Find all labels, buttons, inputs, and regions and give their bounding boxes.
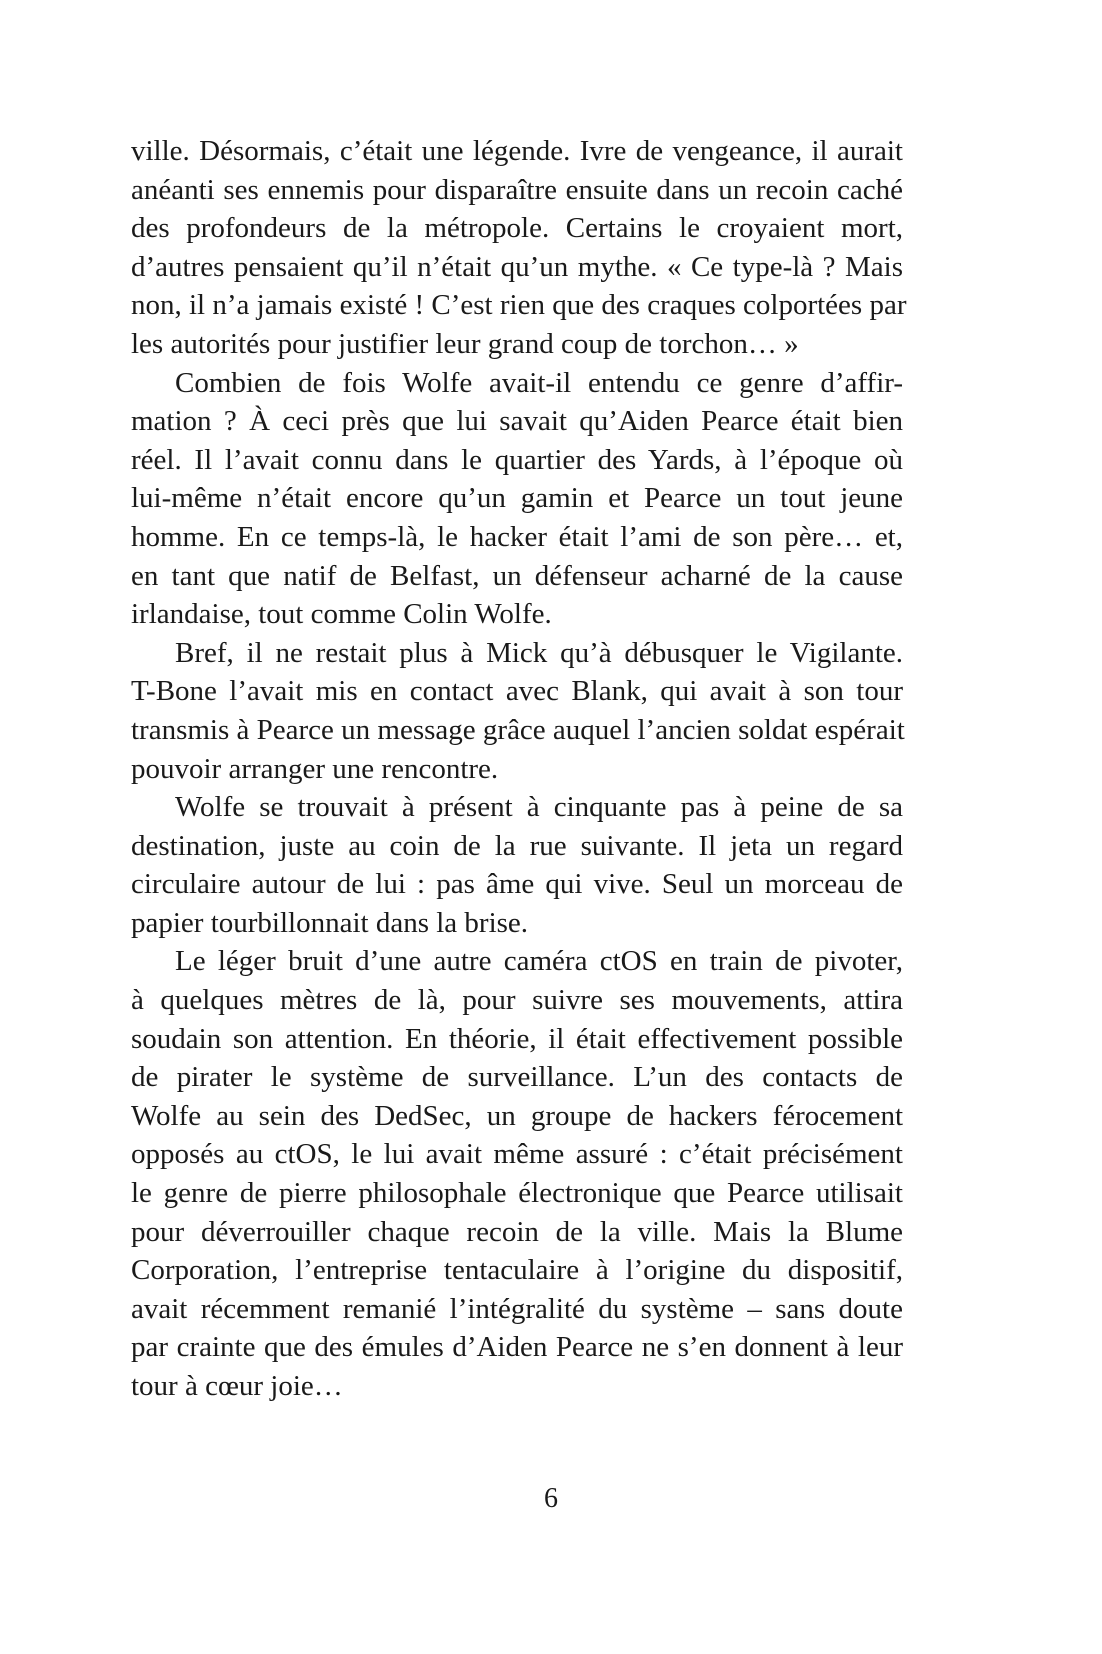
text-line: Wolfe se trouvait à présent à cinquante pas à peine de sa (175, 791, 903, 824)
text-line: non, il n’a jamais existé ! C’est rien que des craques colportées par (131, 289, 907, 322)
text-line: anéanti ses ennemis pour disparaître ensuite dans un recoin caché (131, 173, 903, 206)
text-line: de pirater le système de surveillance. L’un des contacts de (131, 1061, 903, 1094)
text-line: ville. Désormais, c’était une légende. Ivre de vengeance, il aurait (131, 135, 903, 167)
text-line: le genre de pierre philosophale électronique que Pearce utilisait (131, 1177, 903, 1210)
paragraph (131, 788, 903, 942)
text-line: des profondeurs de la métropole. Certains le croyaient mort, (131, 212, 903, 245)
text-line: Corporation, l’entreprise tentaculaire à l’origine du dispositif, (131, 1254, 903, 1287)
text-line: papier tourbillonnait dans la brise. (131, 906, 529, 939)
text-line: par crainte que des émules d’Aiden Pearce ne s’en donnent à leur (131, 1331, 903, 1364)
text-line: en tant que natif de Belfast, un défenseur acharné de la cause (131, 559, 903, 592)
paragraph (131, 364, 903, 634)
text-line: tour à cœur joie… (131, 1370, 343, 1402)
text-line: homme. En ce temps-là, le hacker était l’ami de son père… et, (131, 520, 903, 553)
text-line: destination, juste au coin de la rue suivante. Il jeta un regard (131, 829, 903, 862)
text-line: T-Bone l’avait mis en contact avec Blank, qui avait à son tour (131, 675, 903, 708)
text-line: circulaire autour de lui : pas âme qui vive. Seul un morceau de (131, 868, 903, 901)
text-line: réel. Il l’avait connu dans le quartier des Yards, à l’époque où (131, 443, 903, 476)
text-line: lui-même n’était encore qu’un gamin et Pearce un tout jeune (131, 482, 903, 515)
paragraph (131, 942, 903, 1405)
paragraph (131, 634, 903, 788)
text-line: Wolfe au sein des DedSec, un groupe de hackers férocement (131, 1099, 903, 1132)
page-number: 6 (544, 1483, 558, 1514)
text-line: les autorités pour justifier leur grand coup de torchon… » (131, 327, 799, 360)
text-line: Combien de fois Wolfe avait-il entendu ce genre d’affir- (175, 366, 903, 399)
text-line: pour déverrouiller chaque recoin de la ville. Mais la Blume (131, 1215, 903, 1248)
paragraph (131, 132, 907, 364)
text-line: à quelques mètres de là, pour suivre ses mouvements, attira (131, 984, 903, 1017)
text-line: Bref, il ne restait plus à Mick qu’à débusquer le Vigilante. (175, 636, 903, 669)
text-line: Le léger bruit d’une autre caméra ctOS en train de pivoter, (175, 945, 903, 978)
text-line: avait récemment remanié l’intégralité du système – sans doute (131, 1292, 903, 1325)
text-line: transmis à Pearce un message grâce auquel l’ancien soldat espérait (131, 713, 905, 746)
body-text (131, 132, 907, 1406)
text-line: d’autres pensaient qu’il n’était qu’un mythe. « Ce type-là ? Mais (131, 250, 903, 283)
text-line: pouvoir arranger une rencontre. (131, 752, 499, 785)
text-line: opposés au ctOS, le lui avait même assuré : c’était précisément (131, 1138, 903, 1171)
text-line: mation ? À ceci près que lui savait qu’Aiden Pearce était bien (131, 405, 903, 438)
text-line: soudain son attention. En théorie, il était effectivement possible (131, 1022, 903, 1055)
text-line: irlandaise, tout comme Colin Wolfe. (131, 598, 552, 631)
